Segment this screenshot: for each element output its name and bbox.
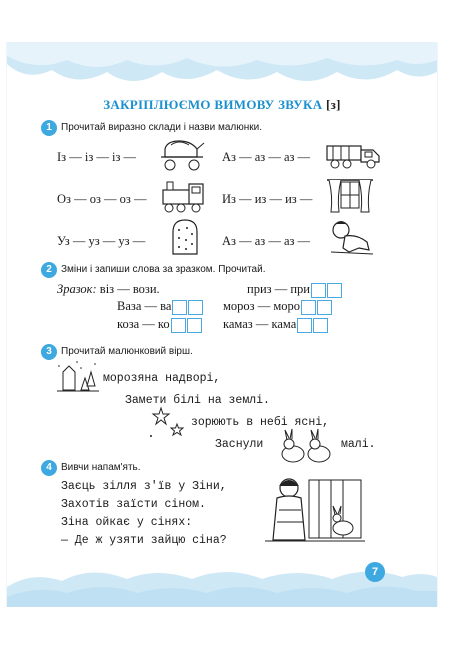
answer-boxes[interactable] (172, 299, 204, 315)
answer-boxes[interactable] (311, 282, 343, 298)
child-crawling-icon (325, 218, 375, 258)
item-text: мороз — моро (223, 299, 301, 313)
task-4-instruction: Вивчи напам'ять. (61, 462, 141, 473)
task-3-instruction: Прочитай малюнковий вірш. (61, 346, 193, 357)
task-3-badge: 3 (41, 344, 57, 360)
toy-train-icon (159, 178, 207, 214)
poem-line-4: Заснули (215, 438, 264, 451)
stroller-icon (157, 137, 207, 171)
task-2-item-koza (117, 317, 203, 333)
task-1-row-3-right: Аз — аз — аз — (222, 234, 311, 248)
top-clouds-decoration (7, 42, 437, 102)
poem-line-2: Замети білі на землі. (125, 394, 270, 407)
stars-icon (147, 406, 191, 442)
task-2-instruction: Зміни і запиши слова за зразком. Прочитай. (61, 264, 266, 275)
poem-line-5: малі. (341, 438, 376, 451)
task-2-item-pryz (247, 282, 343, 298)
poem-line-3: зорюють в небі ясні, (191, 416, 330, 429)
verse-line-4: — Де ж узяти зайцю сіна? (61, 534, 227, 547)
window-curtain-icon (325, 176, 375, 216)
task-2-sample (57, 282, 160, 297)
task-1-row-2-left: Оз — оз — оз — (57, 192, 147, 206)
dump-truck-icon (325, 140, 383, 170)
answer-boxes[interactable] (297, 317, 329, 333)
sample-word: віз — вози. (99, 282, 160, 296)
girl-with-hare-icon (265, 474, 365, 546)
answer-boxes[interactable] (171, 317, 203, 333)
verse-line-1: Заєць зілля з'їв у Зіни, (61, 480, 227, 493)
hares-icon (279, 428, 337, 464)
poem-line-1: морозяна надворі, (103, 372, 221, 385)
bread-icon (167, 218, 203, 256)
task-2-item-kamaz (223, 317, 329, 333)
task-1-row-1-right: Аз — аз — аз — (222, 150, 311, 164)
page-number: 7 (365, 562, 385, 582)
item-text: Ваза — ва (117, 299, 172, 313)
item-text: коза — ко (117, 317, 170, 331)
answer-boxes[interactable] (301, 299, 333, 315)
task-4-badge: 4 (41, 460, 57, 476)
title-text: ЗАКРІПЛЮЄМО ВИМОВУ ЗВУКА (103, 97, 323, 112)
verse-line-2: Захотів заїсти сіном. (61, 498, 206, 511)
item-text: камаз — кама (223, 317, 297, 331)
task-1-badge: 1 (41, 120, 57, 136)
task-1-row-2-right: Из — из — из — (222, 192, 313, 206)
item-text: приз — при (247, 282, 310, 296)
sample-label: Зразок: (57, 282, 97, 296)
task-1-instruction: Прочитай виразно склади і назви малюнки. (61, 122, 262, 133)
task-2-badge: 2 (41, 262, 57, 278)
workbook-page (6, 42, 438, 607)
task-1-row-3-left: Уз — уз — уз — (57, 234, 146, 248)
task-1-row-1-left: Із — із — із — (57, 150, 137, 164)
task-2-item-vaza (117, 299, 204, 315)
verse-line-3: Зіна ойкає у сінях: (61, 516, 193, 529)
page-title (7, 97, 437, 113)
title-sound: [з] (325, 97, 341, 112)
winter-scene-icon (55, 360, 101, 394)
task-2-item-moroz (223, 299, 333, 315)
